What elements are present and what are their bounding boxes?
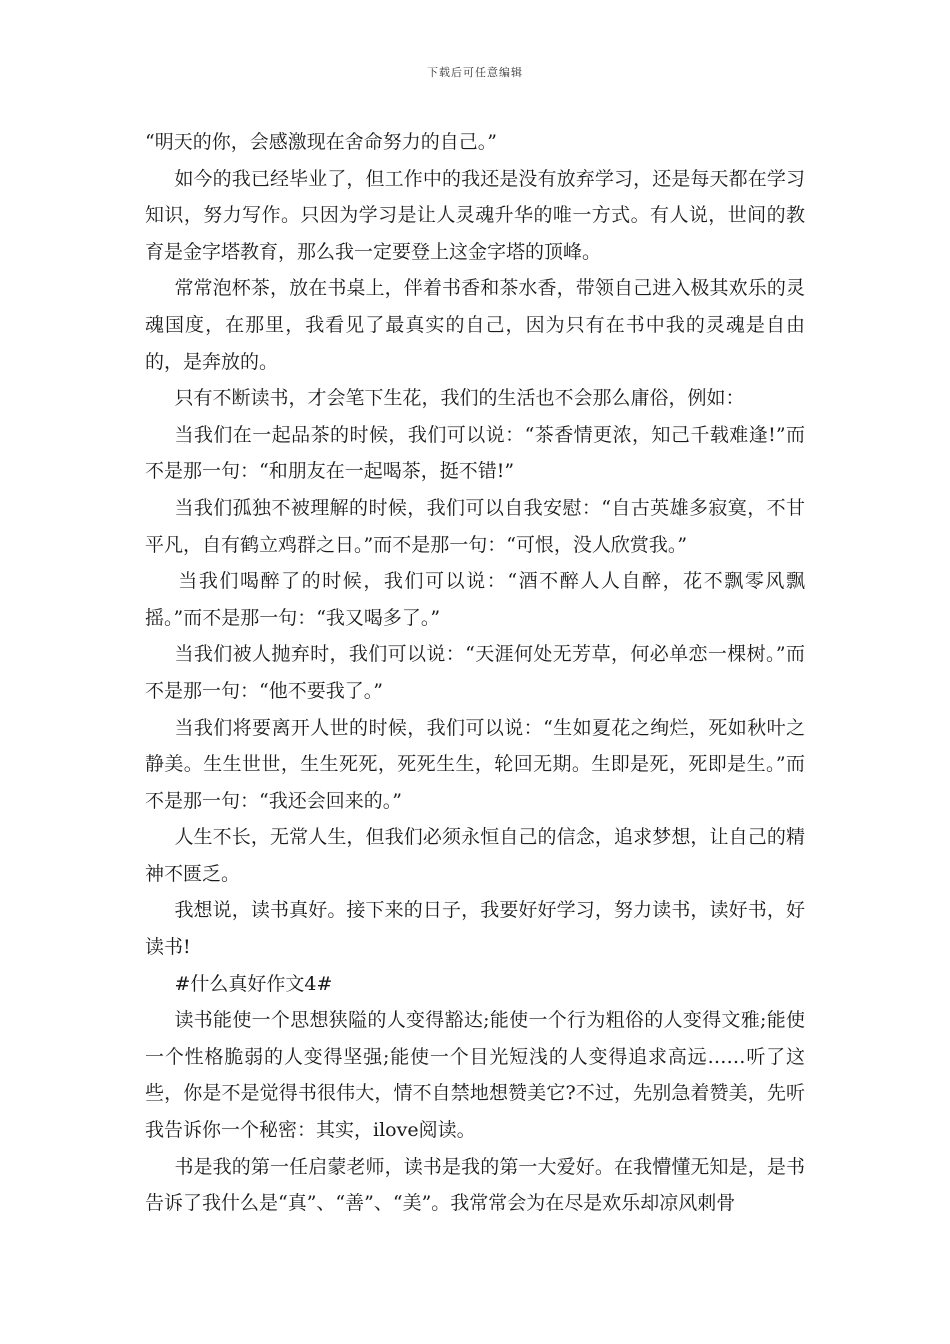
paragraph: 常常泡杯茶，放在书桌上，伴着书香和茶水香，带领自己进入极其欢乐的灵魂国度，在那里，我看见了最真实的自己，因为只有在书中我的灵魂是自由的，是奔放的。	[145, 277, 805, 373]
paragraph: 如今的我已经毕业了，但工作中的我还是没有放弃学习，还是每天都在学习知识，努力写作。只因为学习是让人灵魂升华的唯一方式。有人说，世间的教育是金字塔教育，那么我一定要登上这金字塔的顶峰。	[145, 167, 805, 263]
body-text	[145, 124, 805, 1222]
paragraph: 当我们被人抛弃时，我们可以说：“天涯何处无芳草，何必单恋一棵树。”而不是那一句：“他不要我了。”	[145, 643, 805, 702]
header-note: 下载后可任意编辑	[427, 66, 523, 79]
section-heading: #什么真好作文4#	[174, 972, 333, 995]
paragraph: 我想说，读书真好。接下来的日子，我要好好学习，努力读书，读好书，好读书!	[145, 899, 805, 959]
paragraph: “明天的你，会感激现在舍命努力的自己。”	[145, 131, 497, 153]
paragraph: 当我们喝醉了的时候，我们可以说：“酒不醉人人自醉，花不飘零风飘摇。”而不是那一句：“我又喝多了。”	[145, 570, 805, 629]
paragraph: 读书能使一个思想狭隘的人变得豁达;能使一个行为粗俗的人变得文雅;能使一个性格脆弱的人变得坚强;能使一个目光短浅的人变得追求高远……听了这些，你是不是觉得书很伟大，情不自禁地想赞美它?不过，先别急着赞美，先听我告诉你一个秘密：其实，ilove阅读。	[145, 1009, 805, 1142]
paragraph: 人生不长，无常人生，但我们必须永恒自己的信念，追求梦想，让自己的精神不匮乏。	[145, 826, 805, 885]
paragraph: 当我们孤独不被理解的时候，我们可以自我安慰：“自古英雄多寂寞，不甘平凡，自有鹤立鸡群之日。”而不是那一句：“可恨，没人欣赏我。”	[145, 496, 805, 556]
paragraph: 当我们将要离开人世的时候，我们可以说：“生如夏花之绚烂，死如秋叶之静美。生生世世，生生死死，死死生生，轮回无期。生即是死，死即是生。”而不是那一句：“我还会回来的。”	[145, 716, 805, 812]
paragraph: 只有不断读书，才会笔下生花，我们的生活也不会那么庸俗，例如：	[174, 387, 745, 410]
paragraph: 书是我的第一任启蒙老师，读书是我的第一大爱好。在我懵懂无知是，是书告诉了我什么是“真”、“善”、“美”。我常常会为在尽是欢乐却凉风刺骨	[145, 1155, 805, 1215]
paragraph: 当我们在一起品茶的时候，我们可以说：“茶香情更浓，知己千载难逢!”而不是那一句：“和朋友在一起喝茶，挺不错!”	[145, 423, 805, 483]
